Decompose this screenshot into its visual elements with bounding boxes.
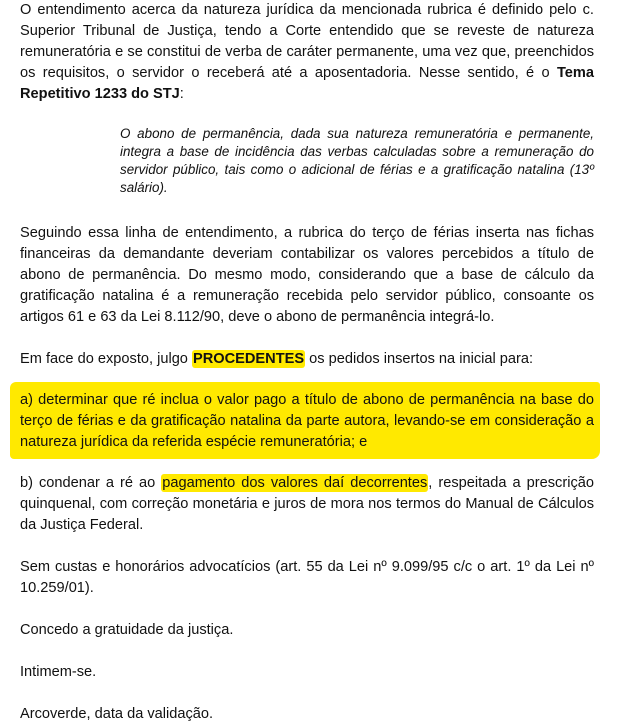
item-b	[20, 473, 594, 536]
paragraph-notify: Intimem-se.	[20, 664, 97, 680]
item-a-highlighted	[20, 390, 594, 453]
paragraph-colon: :	[179, 86, 184, 102]
paragraph-verdict	[20, 349, 594, 370]
item-b-intro: b) condenar a ré ao	[20, 475, 162, 491]
tema-repetitivo-reference: Tema Repetitivo 1233 do STJ	[20, 65, 594, 102]
verdict-intro: Em face do exposto, julgo	[20, 351, 192, 367]
item-b-highlighted-text: pagamento dos valores daí decorrentes	[162, 475, 428, 491]
paragraph-free-justice: Concedo a gratuidade da justiça.	[20, 622, 234, 638]
document-body	[20, 0, 594, 725]
paragraph-stj-understanding	[20, 0, 594, 105]
paragraph-costs: Sem custas e honorários advocatícios (art. 55 da Lei nº 9.099/95 c/c o art. 1º da Lei nº 10.259/01).	[20, 559, 594, 596]
verdict-procedentes-highlighted: PROCEDENTES	[192, 351, 305, 367]
block-quote-tema-1233: O abono de permanência, dada sua natureza remuneratória e permanente, integra a base de incidência das verbas calculadas sobre a remuneração do servidor público, tais como o adicional de férias e a gratificação natalina (13º salário).	[120, 126, 594, 195]
paragraph-text: O entendimento acerca da natureza jurídica da mencionada rubrica é definido pelo c. Superior Tribunal de Justiça, tendo a Corte entendido que se reveste de natureza remuneratória e se constitui de verba de caráter permanente, uma vez que, preenchidos os requisitos, o servidor o receberá até a aposentadoria. Nesse sentido, é o	[20, 2, 594, 81]
item-a-text: a) determinar que ré inclua o valor pago a título de abono de permanência na base do terço de férias e da gratificação natalina da parte autora, levando-se em consideração a natureza jurídica da referida espécie remuneratória; e	[20, 392, 594, 450]
paragraph-reasoning: Seguindo essa linha de entendimento, a rubrica do terço de férias inserta nas fichas financeiras da demandante deveriam contabilizar os valores percebidos a título de abono de permanência. Do mesmo modo, considerando que a base de cálculo da gratificação natalina é a remuneração recebida pelo servidor público, consoante os artigos 61 e 63 da Lei 8.112/90, deve o abono de permanência integrá-lo.	[20, 225, 594, 325]
paragraph-place-date: Arcoverde, data da validação.	[20, 706, 214, 722]
verdict-outro: os pedidos insertos na inicial para:	[305, 351, 534, 367]
item-b-rest: , respeitada a prescrição quinquenal, com correção monetária e juros de mora nos termos do Manual de Cálculos da Justiça Federal.	[20, 475, 594, 533]
